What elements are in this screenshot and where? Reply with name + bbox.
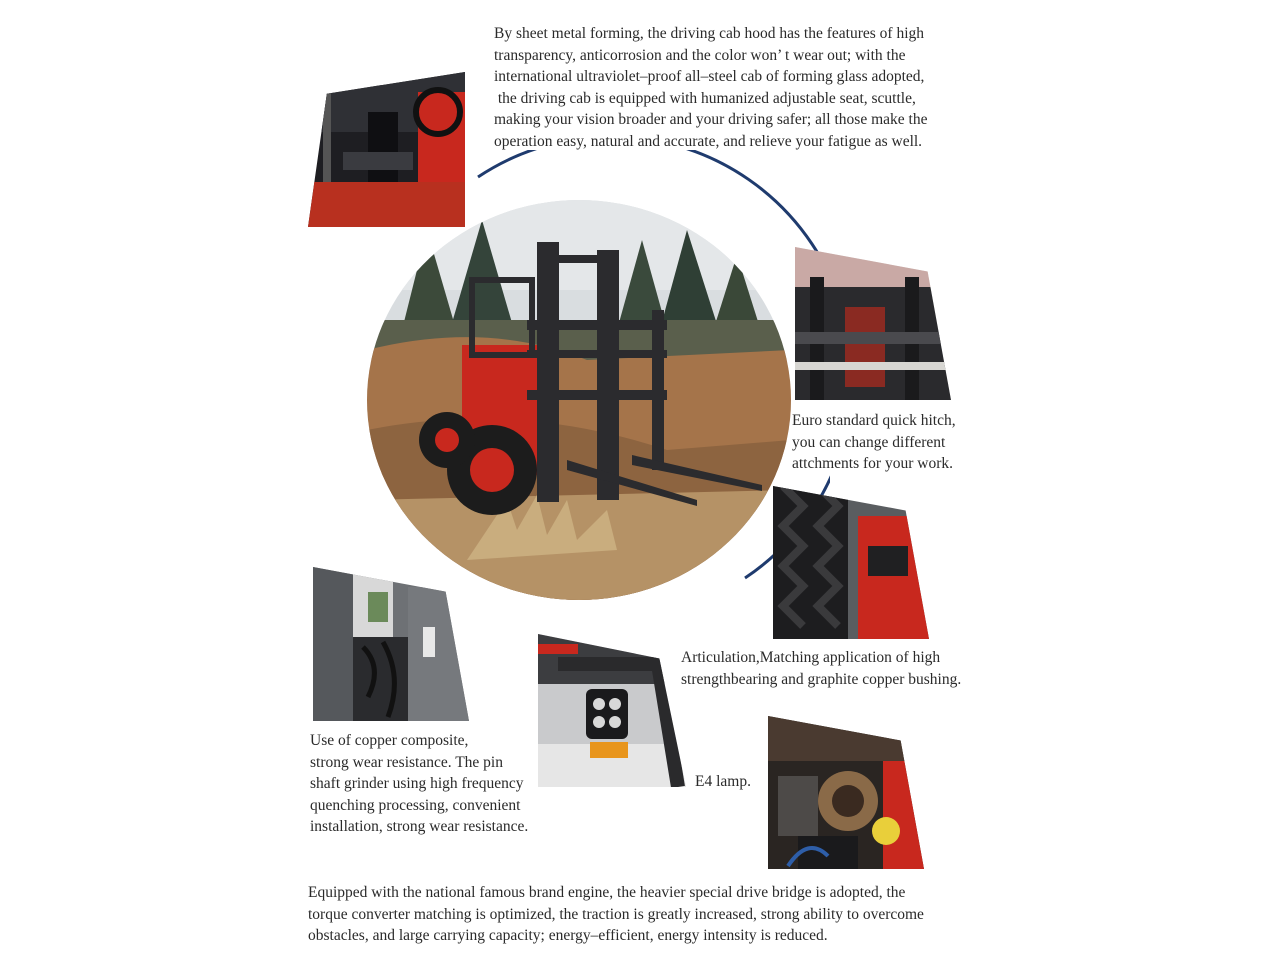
forklift-main-photo [367, 200, 791, 600]
lamp-caption [695, 771, 751, 793]
cab-line: By sheet metal forming, the driving cab hood has the features of high [494, 25, 925, 42]
cab-line: making your vision broader and your driving safer; all those make the [494, 111, 928, 128]
copper-line: quenching processing, convenient [310, 796, 521, 814]
hitch-line: Euro standard quick hitch, [792, 412, 956, 429]
lamp-label: E4 lamp. [695, 773, 751, 790]
engine-description [308, 882, 924, 947]
engine-photo [768, 716, 924, 869]
copper-line: shaft grinder using high frequency [310, 775, 524, 792]
articulation-line: strengthbearing and graphite copper bushing. [681, 670, 962, 688]
e4-lamp-photo [538, 634, 686, 787]
copper-description [310, 730, 528, 838]
cab-interior-photo [308, 72, 465, 227]
engine-line: Equipped with the national famous brand engine, the heavier special drive bridge is adopted, the [308, 884, 906, 901]
quick-hitch-photo [795, 247, 951, 400]
copper-line: Use of copper composite, [310, 732, 469, 749]
cab-line: international ultraviolet–proof all–steel cab of forming glass adopted, [494, 68, 925, 85]
cab-description [494, 23, 927, 152]
copper-line: strong wear resistance. The pin [310, 753, 503, 771]
hitch-line: you can change different [792, 433, 946, 451]
cab-line: operation easy, natural and accurate, and relieve your fatigue as well. [494, 132, 923, 150]
copper-line: installation, strong wear resistance. [310, 818, 529, 835]
cab-line: transparency, anticorrosion and the color won’ t wear out; with the [494, 46, 906, 64]
tire-articulation-photo [773, 486, 929, 639]
engine-line: torque converter matching is optimized, the traction is greatly increased, strong ability to overcome [308, 905, 924, 923]
engine-line: obstacles, and large carrying capacity; energy–efficient, energy intensity is reduced. [308, 927, 828, 944]
articulation-line: Articulation,Matching application of high [681, 649, 941, 666]
articulation-description [681, 647, 961, 690]
cab-line: the driving cab is equipped with humanized adjustable seat, scuttle, [494, 89, 916, 107]
hitch-line: attchments for your work. [792, 455, 953, 472]
